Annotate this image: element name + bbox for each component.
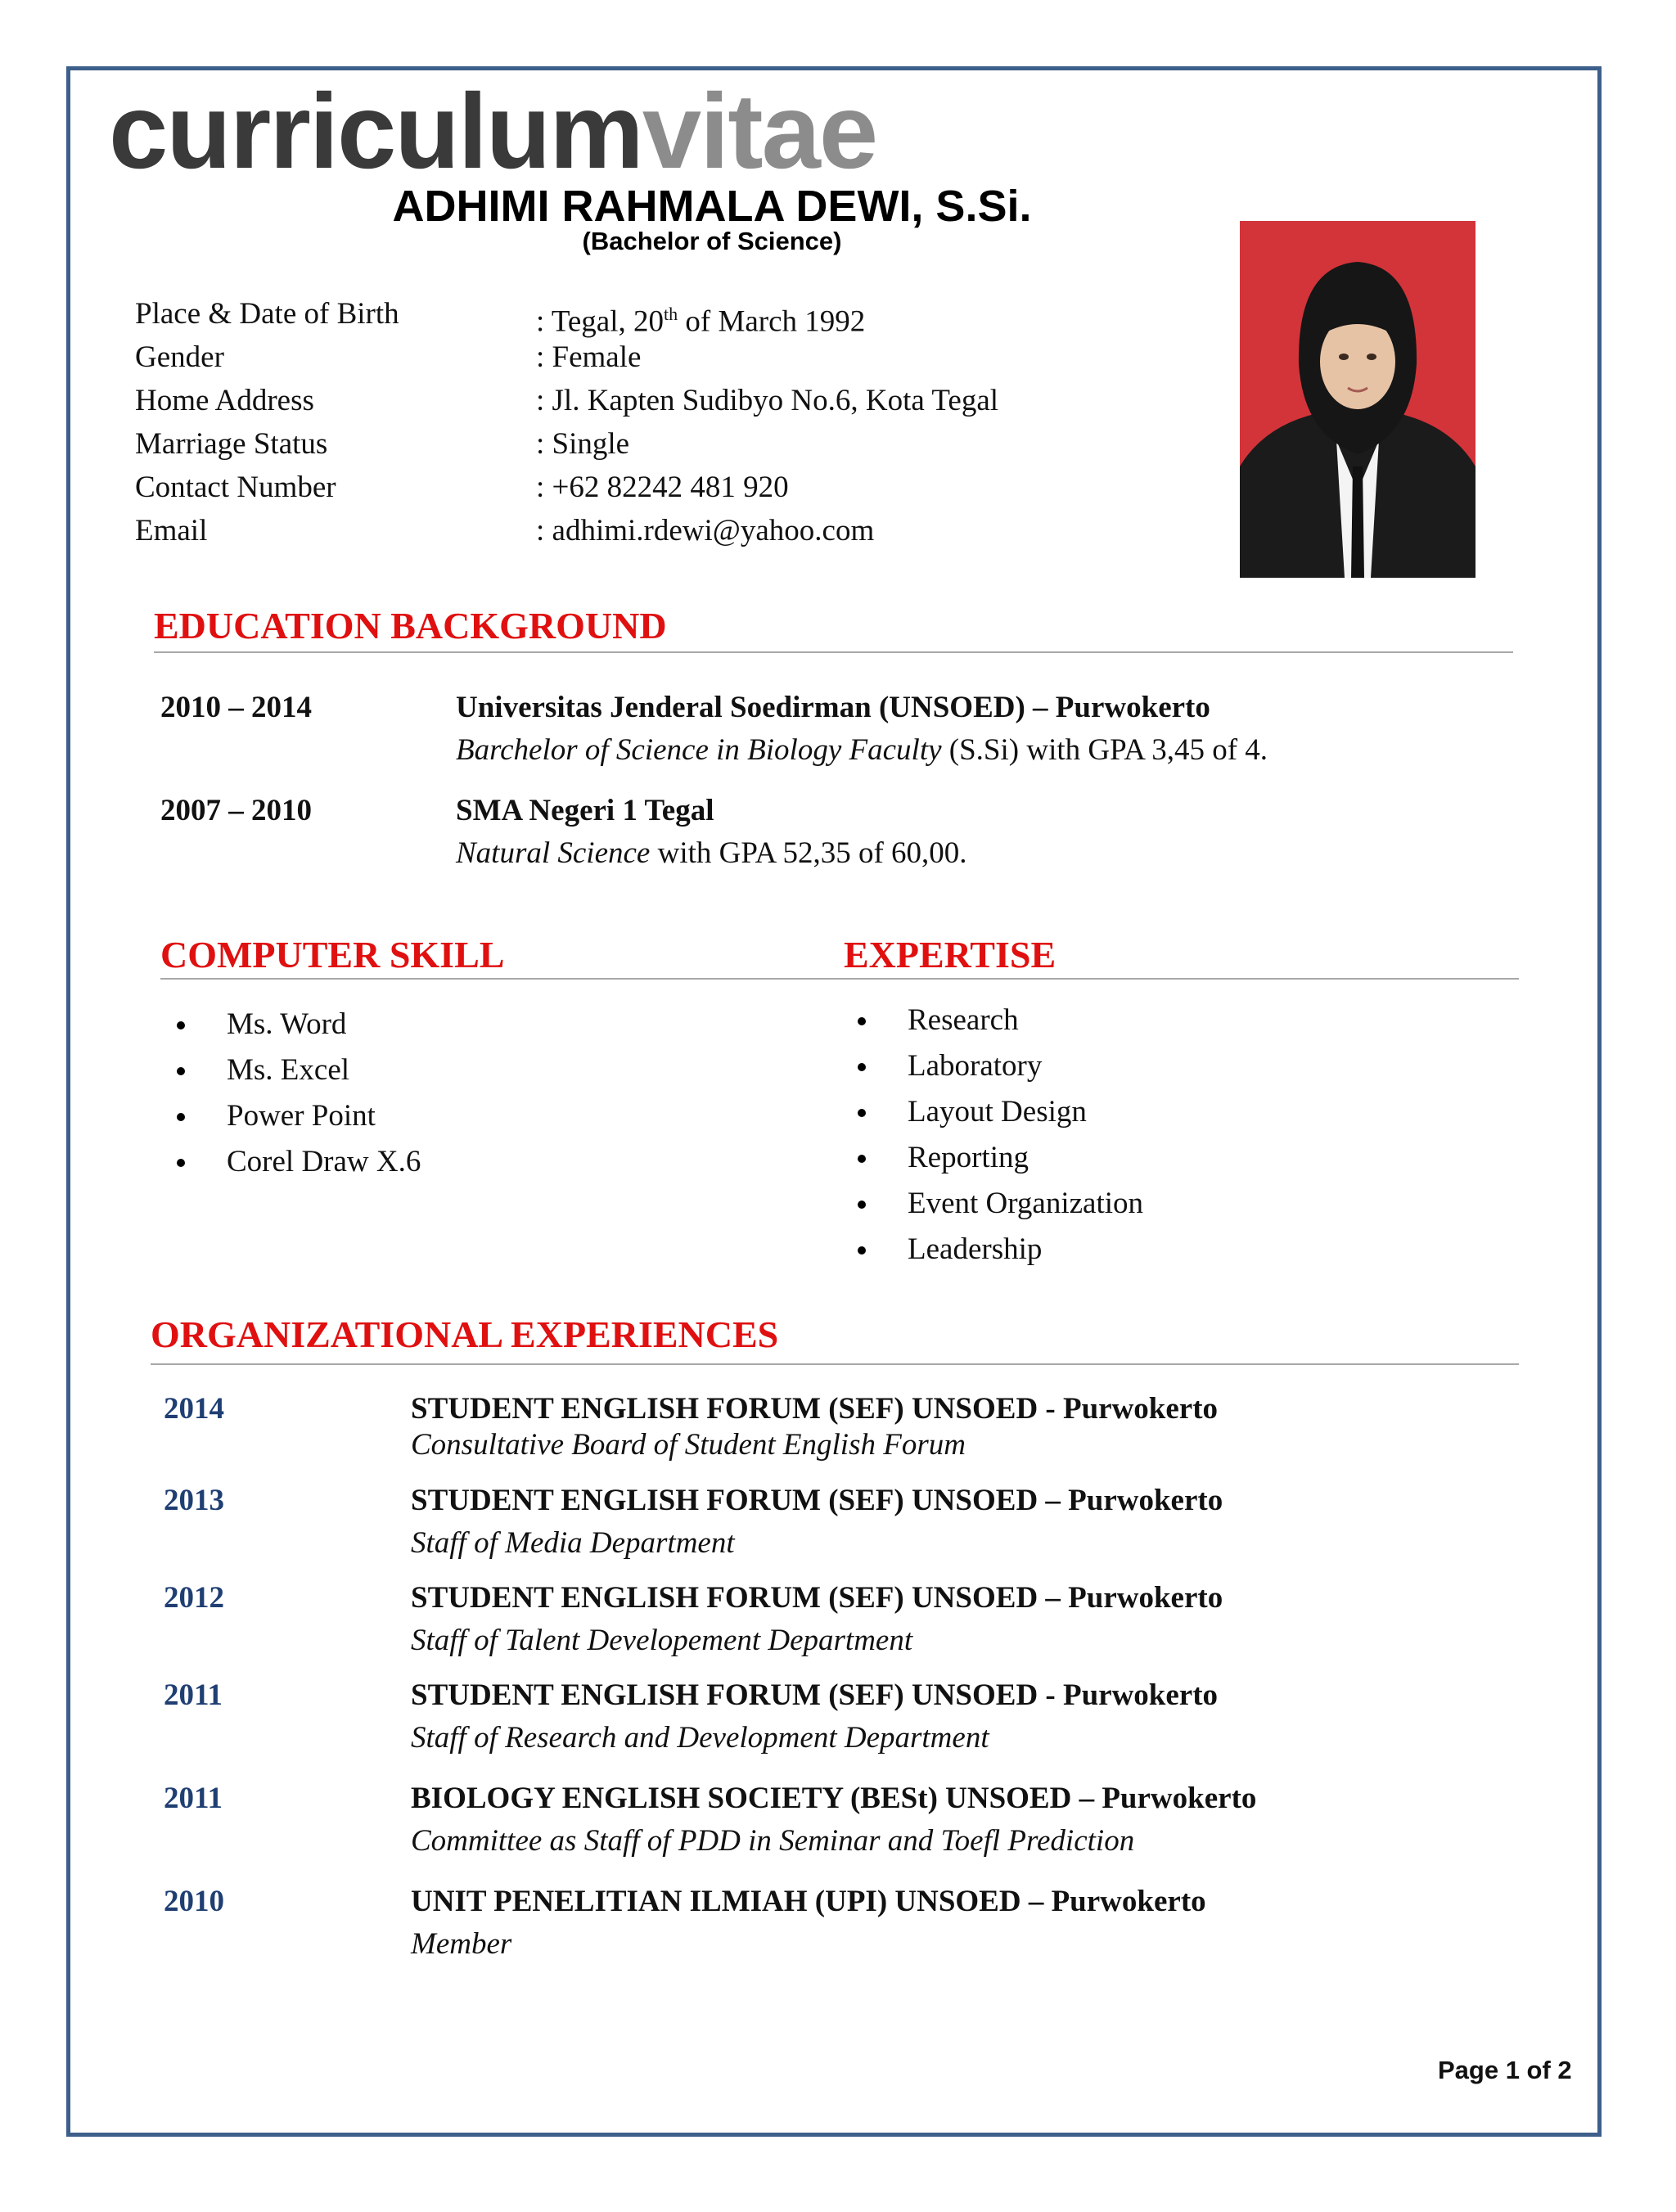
organization-role: Member <box>411 1927 512 1961</box>
section-divider <box>160 978 1519 980</box>
education-institution: Universitas Jenderal Soedirman (UNSOED) – Purwokerto <box>456 691 1210 724</box>
candidate-name: ADHIMI RAHMALA DEWI, S.Si. <box>392 182 1032 231</box>
organization-year: 2013 <box>164 1484 224 1517</box>
organizations-heading: ORGANIZATIONAL EXPERIENCES <box>151 1313 779 1355</box>
organization-title: STUDENT ENGLISH FORUM (SEF) UNSOED – Purwokerto <box>411 1581 1223 1615</box>
organization-title: STUDENT ENGLISH FORUM (SEF) UNSOED - Purwokerto <box>411 1392 1219 1426</box>
info-label: Gender <box>135 340 224 374</box>
candidate-degree: (Bachelor of Science) <box>582 227 842 255</box>
expertise-heading: EXPERTISE <box>844 934 1057 975</box>
email-link[interactable]: : adhimi.rdewi@yahoo.com <box>536 514 875 547</box>
computer-skill-list <box>164 1002 421 1185</box>
info-value: : Female <box>536 340 642 374</box>
info-label: Marriage Status <box>135 427 328 461</box>
education-years: 2007 – 2010 <box>160 794 312 827</box>
organization-year: 2010 <box>164 1885 224 1918</box>
list-item: Research <box>845 998 1143 1043</box>
birth-value-rest: of March 1992 <box>678 304 866 339</box>
computer-skill-heading: COMPUTER SKILL <box>160 934 505 975</box>
education-description <box>456 732 1268 768</box>
organization-role: Consultative Board of Student English Forum <box>411 1428 966 1462</box>
education-description <box>456 836 967 872</box>
education-program: Natural Science <box>456 836 651 870</box>
list-item: Ms. Word <box>164 1002 421 1047</box>
organization-year: 2011 <box>164 1678 223 1712</box>
birth-value-suffix: th <box>664 304 678 324</box>
logo-word-vitae: vitae <box>642 71 877 191</box>
list-item: Layout Design <box>845 1089 1143 1135</box>
education-gpa: (S.Si) with GPA 3,45 of 4. <box>941 733 1268 767</box>
organization-role: Staff of Research and Development Department <box>411 1721 989 1755</box>
logo-word-curriculum: curriculum <box>109 71 642 191</box>
education-heading: EDUCATION BACKGROUND <box>154 605 667 646</box>
list-item: Power Point <box>164 1093 421 1139</box>
education-gpa: with GPA 52,35 of 60,00. <box>650 836 967 870</box>
education-institution: SMA Negeri 1 Tegal <box>456 794 714 827</box>
organization-role: Staff of Talent Developement Department <box>411 1624 913 1657</box>
info-label: Home Address <box>135 384 314 417</box>
info-label: Email <box>135 514 208 547</box>
organization-year: 2012 <box>164 1581 224 1615</box>
organization-year: 2014 <box>164 1392 224 1426</box>
organization-title: STUDENT ENGLISH FORUM (SEF) UNSOED - Purwokerto <box>411 1678 1219 1712</box>
expertise-list <box>845 998 1143 1273</box>
organization-title: STUDENT ENGLISH FORUM (SEF) UNSOED – Purwokerto <box>411 1484 1223 1517</box>
birth-value-text: : Tegal, 20 <box>536 304 665 339</box>
organization-title: BIOLOGY ENGLISH SOCIETY (BESt) UNSOED – Purwokerto <box>411 1782 1257 1815</box>
info-value: : Single <box>536 427 630 461</box>
cv-logo <box>109 71 877 191</box>
section-divider <box>151 1363 1519 1365</box>
organization-role: Committee as Staff of PDD in Seminar and Toefl Prediction <box>411 1824 1135 1858</box>
list-item: Leadership <box>845 1227 1143 1273</box>
list-item: Corel Draw X.6 <box>164 1139 421 1185</box>
organization-year: 2011 <box>164 1782 223 1815</box>
organization-title: UNIT PENELITIAN ILMIAH (UPI) UNSOED – Purwokerto <box>411 1885 1206 1918</box>
info-value <box>536 296 865 340</box>
info-label: Place & Date of Birth <box>135 297 399 331</box>
info-value: : Jl. Kapten Sudibyo No.6, Kota Tegal <box>536 384 999 417</box>
education-years: 2010 – 2014 <box>160 691 312 724</box>
profile-photo <box>1240 221 1476 578</box>
organization-role: Staff of Media Department <box>411 1526 735 1560</box>
list-item: Ms. Excel <box>164 1047 421 1093</box>
section-divider <box>154 651 1513 653</box>
info-value: : +62 82242 481 920 <box>536 471 789 504</box>
info-label: Contact Number <box>135 471 336 504</box>
education-program: Barchelor of Science in Biology Faculty <box>456 733 942 767</box>
list-item: Laboratory <box>845 1043 1143 1089</box>
list-item: Event Organization <box>845 1181 1143 1227</box>
list-item: Reporting <box>845 1135 1143 1181</box>
page-number: Page 1 of 2 <box>1438 2056 1572 2084</box>
